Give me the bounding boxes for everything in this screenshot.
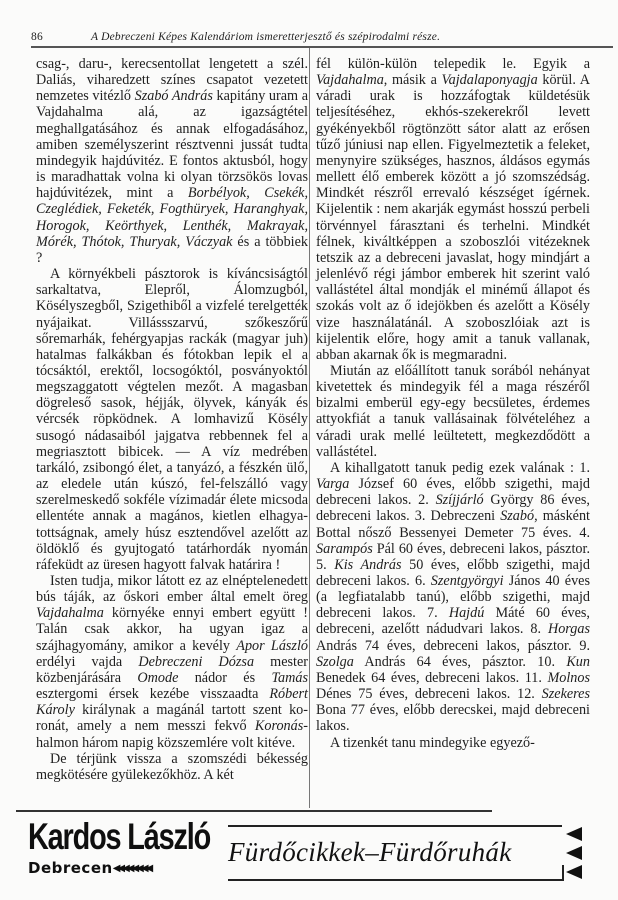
text-run: János 40 éves (a legfiatalabb tanú), előbb szigethi, majd debreceni lakos. 7. — [316, 573, 590, 622]
text-run: András 74 éves, debreceni lakos, pásztor. 9. — [316, 637, 590, 654]
paragraph — [316, 56, 590, 363]
text-run: Bona 77 éves, előbb derecskei, majd debreceni lakos. — [316, 702, 590, 735]
italic-name: Szabó — [500, 508, 535, 525]
italic-name: Vajdahalma — [316, 72, 384, 89]
italic-name: Szíjjárló — [435, 492, 484, 509]
text-run: Isten tudja, mikor látott ez az elnéptelenedett bús táják, az őskori ember által emelt öreg — [36, 573, 308, 606]
paragraph — [36, 266, 308, 573]
text-run: A kihallgatott tanuk pedig ezek valának : 1. — [330, 459, 590, 476]
text-run: , másként Bottal nősző Bessenyei Demeter 75 éves. 4. — [316, 508, 591, 541]
italic-name: Vajdahalma — [36, 605, 104, 622]
footer-rule — [16, 810, 492, 812]
city-label: Debrecen — [28, 859, 113, 877]
text-run: esztergomi érsek kezébe visszaadta — [36, 686, 270, 703]
advertisement — [0, 815, 618, 900]
advertisement-slogan: Fürdőcikkek–Fürdőruhák — [228, 837, 512, 867]
text-run: királynak a magánál tartott szent koronát, amely a nem messzi fekvő — [36, 702, 308, 735]
text-run: Benedek 64 éves, debreceni lakos. 11. — [316, 669, 548, 686]
italic-name: Tamás — [271, 669, 308, 686]
text-run: körül. A váradi urak is hozzáfogtak küldetésük teljesítéséhez, ekhós-szekerekről levett gyékényekből rögtönzött sátor alatt az erősen tűző júniusi nap ellen. Figyelmeztetik a feleket, menynyire szükséges, hasznos, áldásos egymás mellett élő emberek között a jó szomszédság. Mindkét részről errevaló készséget ígérnek. Kijelentik : nem akarják egymást hosszú perbeli törvénnyel fárasztani és terhelni. Mindkét félnek, kiváltképpen a szoboszlói vitézeknek tetszik az a debreceni javaslat, hogy mindjárt a jelenlévő régi jámbor emberek hit szerint való vallástétel által mondják el minémű állapot és szokás volt az ő idejökben és azelőtt a Kösély vize használatánál. A szoboszlóiak azt is kijelentik előre, hogy amit a tanuk vallanak, abban akarnak ők is megmaradni. — [316, 72, 590, 363]
italic-name: Szolga — [316, 653, 354, 670]
italic-name: Varga — [316, 476, 350, 493]
text-run: A környékbeli pásztorok is kíváncsiságtól sarkaltatva, Elepről, Álomzugból, Kösélyszegből, Szigethiből a vizfelé terelgették nyájaikat. Villássszarvú, szőkeszőrű sőremarhák, fehérgyapjas rackák (magyar juh) hatalmas falkákban és fótokban lepik el a tócsáktól, erektől, locsogóktól, posványoktól megszaggatott végtelen mezőt. A magasban dögreleső sasok, héjják, ölyvek, kányák és vércsék röpködnek. A lomhavizű Kösély susogó nádasaiból jajgatva rebbennek fel a megriasztott bibicek. — A víz medrében tarkáló, zsibongó élet, a tanyázó, a fészkén ülő, az eledele után kúszó, fel-felszálló vagy szerelmeskedő sokféle vízimadár élete micsoda ellentéte annak a magános, kietlen elhagyatottságnak, amely húsz esztendővel azelőtt az öldöklő és gyujtogató tatárhordák nyomán ráfeküdt az üresen hagyott falvak határira ! — [36, 266, 308, 573]
text-run: Miután az előállított tanuk sorából nehányat kivetettek és mindegyik fél a maga részéről bizalmi emberül egy-egy becsületes, érdemes attyokfiát a tanuk vallásainak fölvételéhez a váradi urak mellé leültetett, megkezdődött a vallástétel. — [316, 362, 590, 460]
paragraph — [36, 751, 308, 783]
italic-name: Sarampós — [316, 540, 373, 557]
text-run: De térjünk vissza a szomszédi békesség megkötésére gyülekezőkhöz. A két — [36, 750, 308, 783]
text-run: György 86 éves, debreceni lakos. 3. Debreczeni — [316, 492, 590, 525]
running-header — [31, 30, 613, 44]
left-column — [36, 56, 308, 783]
text-run: nádor és — [178, 669, 272, 686]
advertiser-name: Kardos László — [28, 816, 211, 857]
advertiser-city — [28, 860, 150, 877]
triangle-pointer-icons — [566, 827, 584, 881]
running-title: A Debreczeni Képes Kalendáriom ismeretterjesztő és szépirodalmi része. — [91, 31, 441, 43]
italic-name: Kun — [566, 653, 590, 670]
header-rule — [31, 46, 613, 48]
italic-name: Kis András — [334, 556, 402, 573]
text-run: A tizenkét tanu mindegyike egyező- — [330, 734, 535, 751]
italic-name: Vajdalaponyagja — [441, 72, 538, 89]
text-run: Máté 60 éves, debreceni, azelőtt nádudvari lakos. 8. — [316, 605, 590, 638]
text-run: József 60 éves, előbb szigethi, majd debreceni lakos. 2. — [316, 476, 590, 509]
paragraph — [36, 573, 308, 751]
text-run: -halmon három napig közszemlére volt kitéve. — [36, 718, 308, 751]
italic-name: Debreczeni Dózsa — [138, 653, 255, 670]
page-number: 86 — [31, 31, 43, 43]
paragraph — [316, 735, 590, 751]
text-run: csag-, daru-, kerecsentollat lengetett a szél. Daliás, viharedzett színes csapatot vezetett nemzetes vitézlő — [36, 56, 308, 105]
italic-name: Omode — [137, 669, 179, 686]
text-run: fél külön-külön telepedik le. Egyik a — [316, 56, 590, 72]
text-run: , másik a — [383, 72, 442, 89]
paragraph — [316, 460, 590, 735]
right-column — [316, 56, 590, 751]
italic-name: Szentgyörgyi — [430, 573, 504, 589]
italic-name: Molnos — [547, 669, 590, 686]
left-pointing-triangles-icon — [566, 827, 584, 881]
italic-name: Koronás — [254, 718, 304, 735]
text-run: és a többiek ? — [36, 233, 308, 266]
italic-name: Apor László — [236, 637, 308, 654]
italic-name: Róbert Károly — [36, 686, 308, 719]
text-run: környéke ennyi embert együtt ! Talán csak akkor, ha ugyan igaz a szájhagyomány, amikor a kevély — [36, 605, 308, 654]
text-run: András 64 éves, pásztor. 10. — [353, 653, 567, 670]
text-run: kapitány uram a Vajdahalma alá, az igazságtétel meghallgatásához és annak elfogadásához, amiben személyszerint résztvenni jussát tudta mindegyik hajdúvitéz. E fontos aktusból, hogy is maradhattak volna ki olyan törzsökös lovas hajdúvitézek, mint a — [36, 88, 308, 202]
text-run: erdélyi vajda — [36, 653, 139, 670]
text-run: 50 éves, előbb szigethi, majd debreceni lakos. 6. — [316, 556, 591, 589]
italic-name: Horgas — [547, 621, 590, 638]
text-run: mester közbenjárására — [36, 653, 308, 686]
column-divider — [309, 48, 310, 808]
italic-name: Szekeres — [541, 686, 590, 703]
paragraph — [36, 56, 308, 266]
italic-name: Hajdú — [448, 605, 485, 622]
italic-name: Borbélyok, Csekék, Czeglédiek, Feketék, Fogthüryek, Haranghyak, Horogok, Keörthyek, Lenthék, Makrayak, Mórék, Thótok, Thuryak, Váczyak — [36, 185, 308, 250]
arrow-row-icon: ◀◀◀◀◀◀◀◀ — [112, 863, 151, 874]
text-run: Pál 60 éves, debreceni lakos, pásztor. 5. — [316, 540, 590, 573]
paragraph — [316, 363, 590, 460]
text-run: Dénes 75 éves, debreceni lakos. 12. — [316, 686, 542, 703]
italic-name: Szabó András — [134, 88, 213, 105]
